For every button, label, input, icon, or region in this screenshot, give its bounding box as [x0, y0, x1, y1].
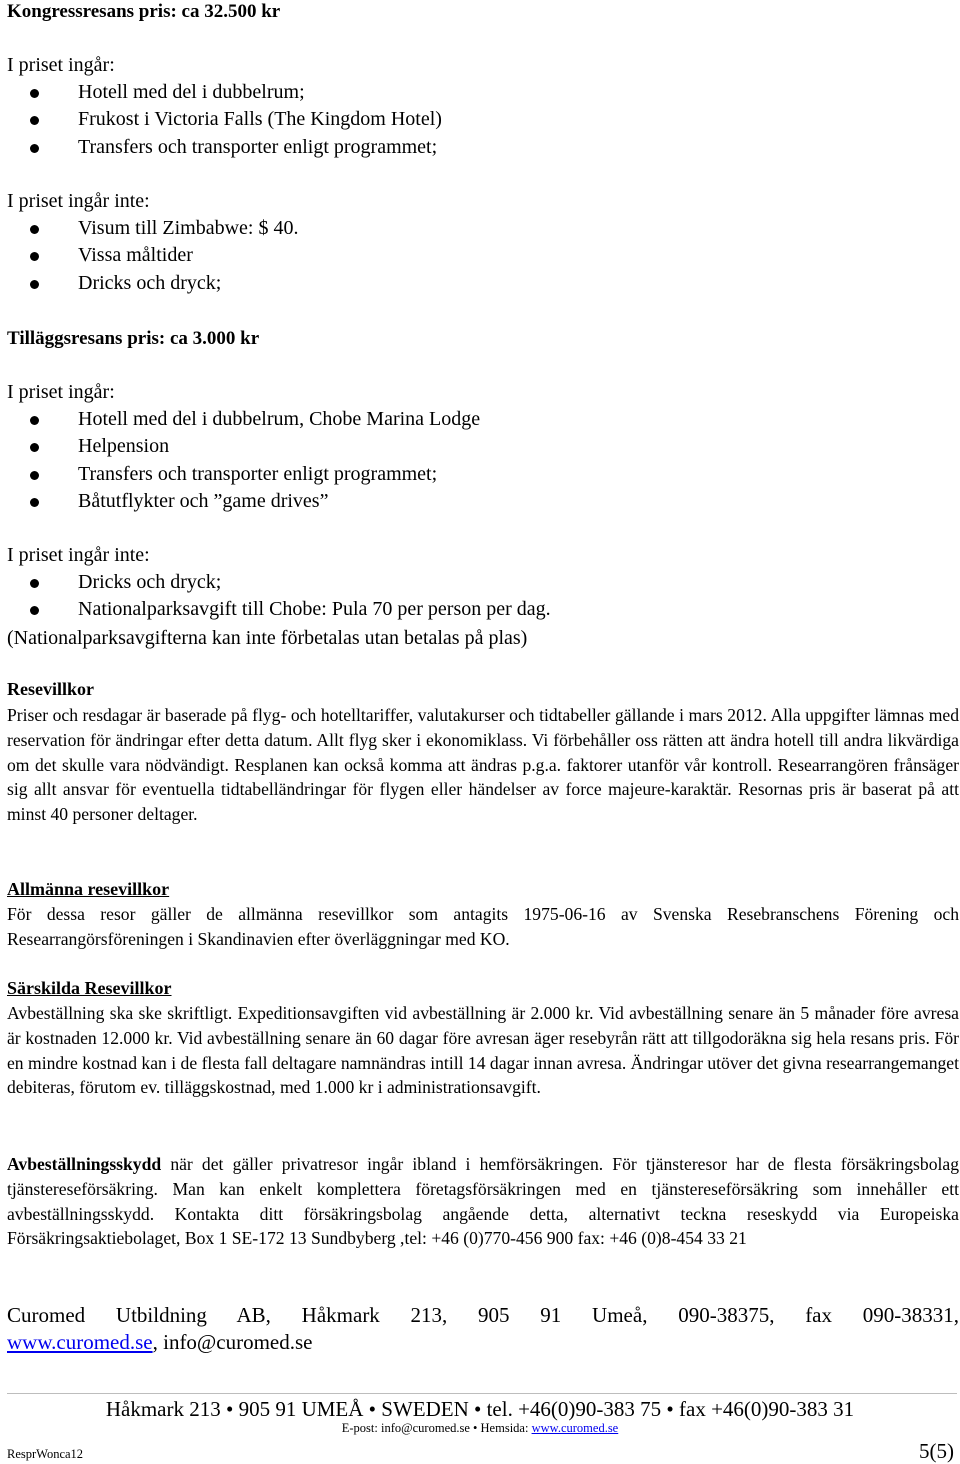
avbestallning-heading: Avbeställningsskydd: [7, 1154, 162, 1174]
bullet-icon: [30, 144, 39, 153]
congress-included-list: [0, 79, 950, 161]
list-item: Frukost i Victoria Falls (The Kingdom Hotel): [0, 106, 950, 133]
extension-excluded-label: I priset ingår inte:: [7, 544, 150, 566]
bullet-icon: [30, 225, 39, 234]
footer-contact: [0, 1420, 960, 1436]
list-item: Vissa måltider: [0, 242, 950, 269]
sarskilda-heading: Särskilda Resevillkor: [7, 978, 172, 998]
congress-excluded-label: I priset ingår inte:: [7, 190, 150, 212]
bullet-icon: [30, 606, 39, 615]
list-item: Transfers och transporter enligt programmet;: [0, 461, 950, 488]
allmanna-text: För dessa resor gäller de allmänna resevillkor som antagits 1975-06-16 av Svenska Resebranschens Förening och Researrangörsföreningen i Skandinavien efter överläggningar med KO.: [7, 904, 959, 949]
document-code: ResprWonca12: [7, 1447, 84, 1461]
avbestallning-text: när det gäller privatresor ingår ibland i hemförsäkringen. För tjänsteresor har de flesta försäkringsbolag tjänstereseförsäkring. Man kan enkelt komplettera företagsförsäkringen med en tjänstereseförsäkring som innehåller ett avbeställningsskydd. Kontakta ditt försäkringsbolag angående detta, alternativt teckna reseskydd via Europeiska Försäkringsaktiebolaget, Box 1 SE-172 13 Sundbyberg ,tel: +46 (0)770-456 900 fax: +46 (0)8-454 33 21: [7, 1154, 959, 1249]
bullet-icon: [30, 252, 39, 261]
company-website-link[interactable]: www.curomed.se: [7, 1330, 153, 1354]
company-web-line: [7, 1329, 959, 1356]
footer-divider: [7, 1393, 957, 1394]
company-email: , info@curomed.se: [152, 1330, 313, 1354]
bullet-icon: [30, 116, 39, 125]
congress-excluded-list: [0, 215, 950, 297]
avbestallning-paragraph: [7, 1152, 959, 1251]
company-contact-line: Curomed Utbildning AB, Håkmark 213, 905 91 Umeå, 090-38375, fax 090-38331,: [7, 1303, 959, 1327]
allmanna-heading: Allmänna resevillkor: [7, 879, 170, 899]
list-item: Båtutflykter och ”game drives”: [0, 488, 950, 515]
bullet-icon: [30, 471, 39, 480]
congress-price-heading: Kongressresans pris: ca 32.500 kr: [7, 1, 281, 22]
footer-website-link[interactable]: www.curomed.se: [531, 1421, 619, 1435]
extension-included-label: I priset ingår:: [7, 381, 115, 403]
page-number: 5(5): [919, 1439, 954, 1463]
bullet-icon: [30, 280, 39, 289]
bullet-icon: [30, 416, 39, 425]
list-item: Hotell med del i dubbelrum, Chobe Marina Lodge: [0, 406, 950, 433]
congress-included-label: I priset ingår:: [7, 54, 115, 76]
nationalpark-note: (Nationalparksavgifterna kan inte förbetalas utan betalas på plas): [7, 627, 528, 649]
list-item: Transfers och transporter enligt programmet;: [0, 134, 950, 161]
sarskilda-text: Avbeställning ska ske skriftligt. Expeditionsavgiften vid avbeställning är 2.000 kr. Vid avbeställning senare än 5 månader före avresa är kostnaden 12.000 kr. Vid avbeställning senare än 60 dagar före avresan äger resebyrån rätt att tillgodoräkna sig hela resans pris. För en mindre kostnad kan i de flesta fall deltagare namnändras intill 14 dagar innan avresa. Ändringar utöver det givna researrangemanget debiteras, förutom ev. tilläggskostnad, med 1.000 kr i administrationsavgift.: [7, 1003, 959, 1098]
bullet-icon: [30, 579, 39, 588]
extension-price-heading: Tilläggsresans pris: ca 3.000 kr: [7, 328, 260, 349]
extension-excluded-list: [0, 569, 950, 624]
list-item: Visum till Zimbabwe: $ 40.: [0, 215, 950, 242]
list-item: Hotell med del i dubbelrum;: [0, 79, 950, 106]
resevillkor-text: Priser och resdagar är baserade på flyg- och hotelltariffer, valutakurser och tidtabeller gällande i mars 2012. Alla uppgifter lämnas med reservation för ändringar efter detta datum. Allt flyg sker i ekonomiklass. Vi förbehåller oss rätten att ändra hotell till andra likvärdiga om det skulle vara nödvändigt. Resplanen kan också komma att ändras p.g.a. faktorer utanför vår kontroll. Researrangören frånsäger sig allt ansvar för eventuella tidtabelländringar för flygen eller händelser av force majeure-karaktär. Resornas pris är baserat på att minst 40 personer deltager.: [7, 705, 959, 825]
list-item: Helpension: [0, 433, 950, 460]
bullet-icon: [30, 498, 39, 507]
list-item: Dricks och dryck;: [0, 569, 950, 596]
footer-email: E-post: info@curomed.se • Hemsida:: [341, 1421, 532, 1435]
list-item: Dricks och dryck;: [0, 270, 950, 297]
footer-address: Håkmark 213 • 905 91 UMEÅ • SWEDEN • tel. +46(0)90-383 75 • fax +46(0)90-383 31: [105, 1397, 855, 1421]
bullet-icon: [30, 443, 39, 452]
resevillkor-heading: Resevillkor: [7, 679, 94, 699]
list-item: Nationalparksavgift till Chobe: Pula 70 per person per dag.: [0, 596, 950, 623]
extension-included-list: [0, 406, 950, 515]
bullet-icon: [30, 89, 39, 98]
